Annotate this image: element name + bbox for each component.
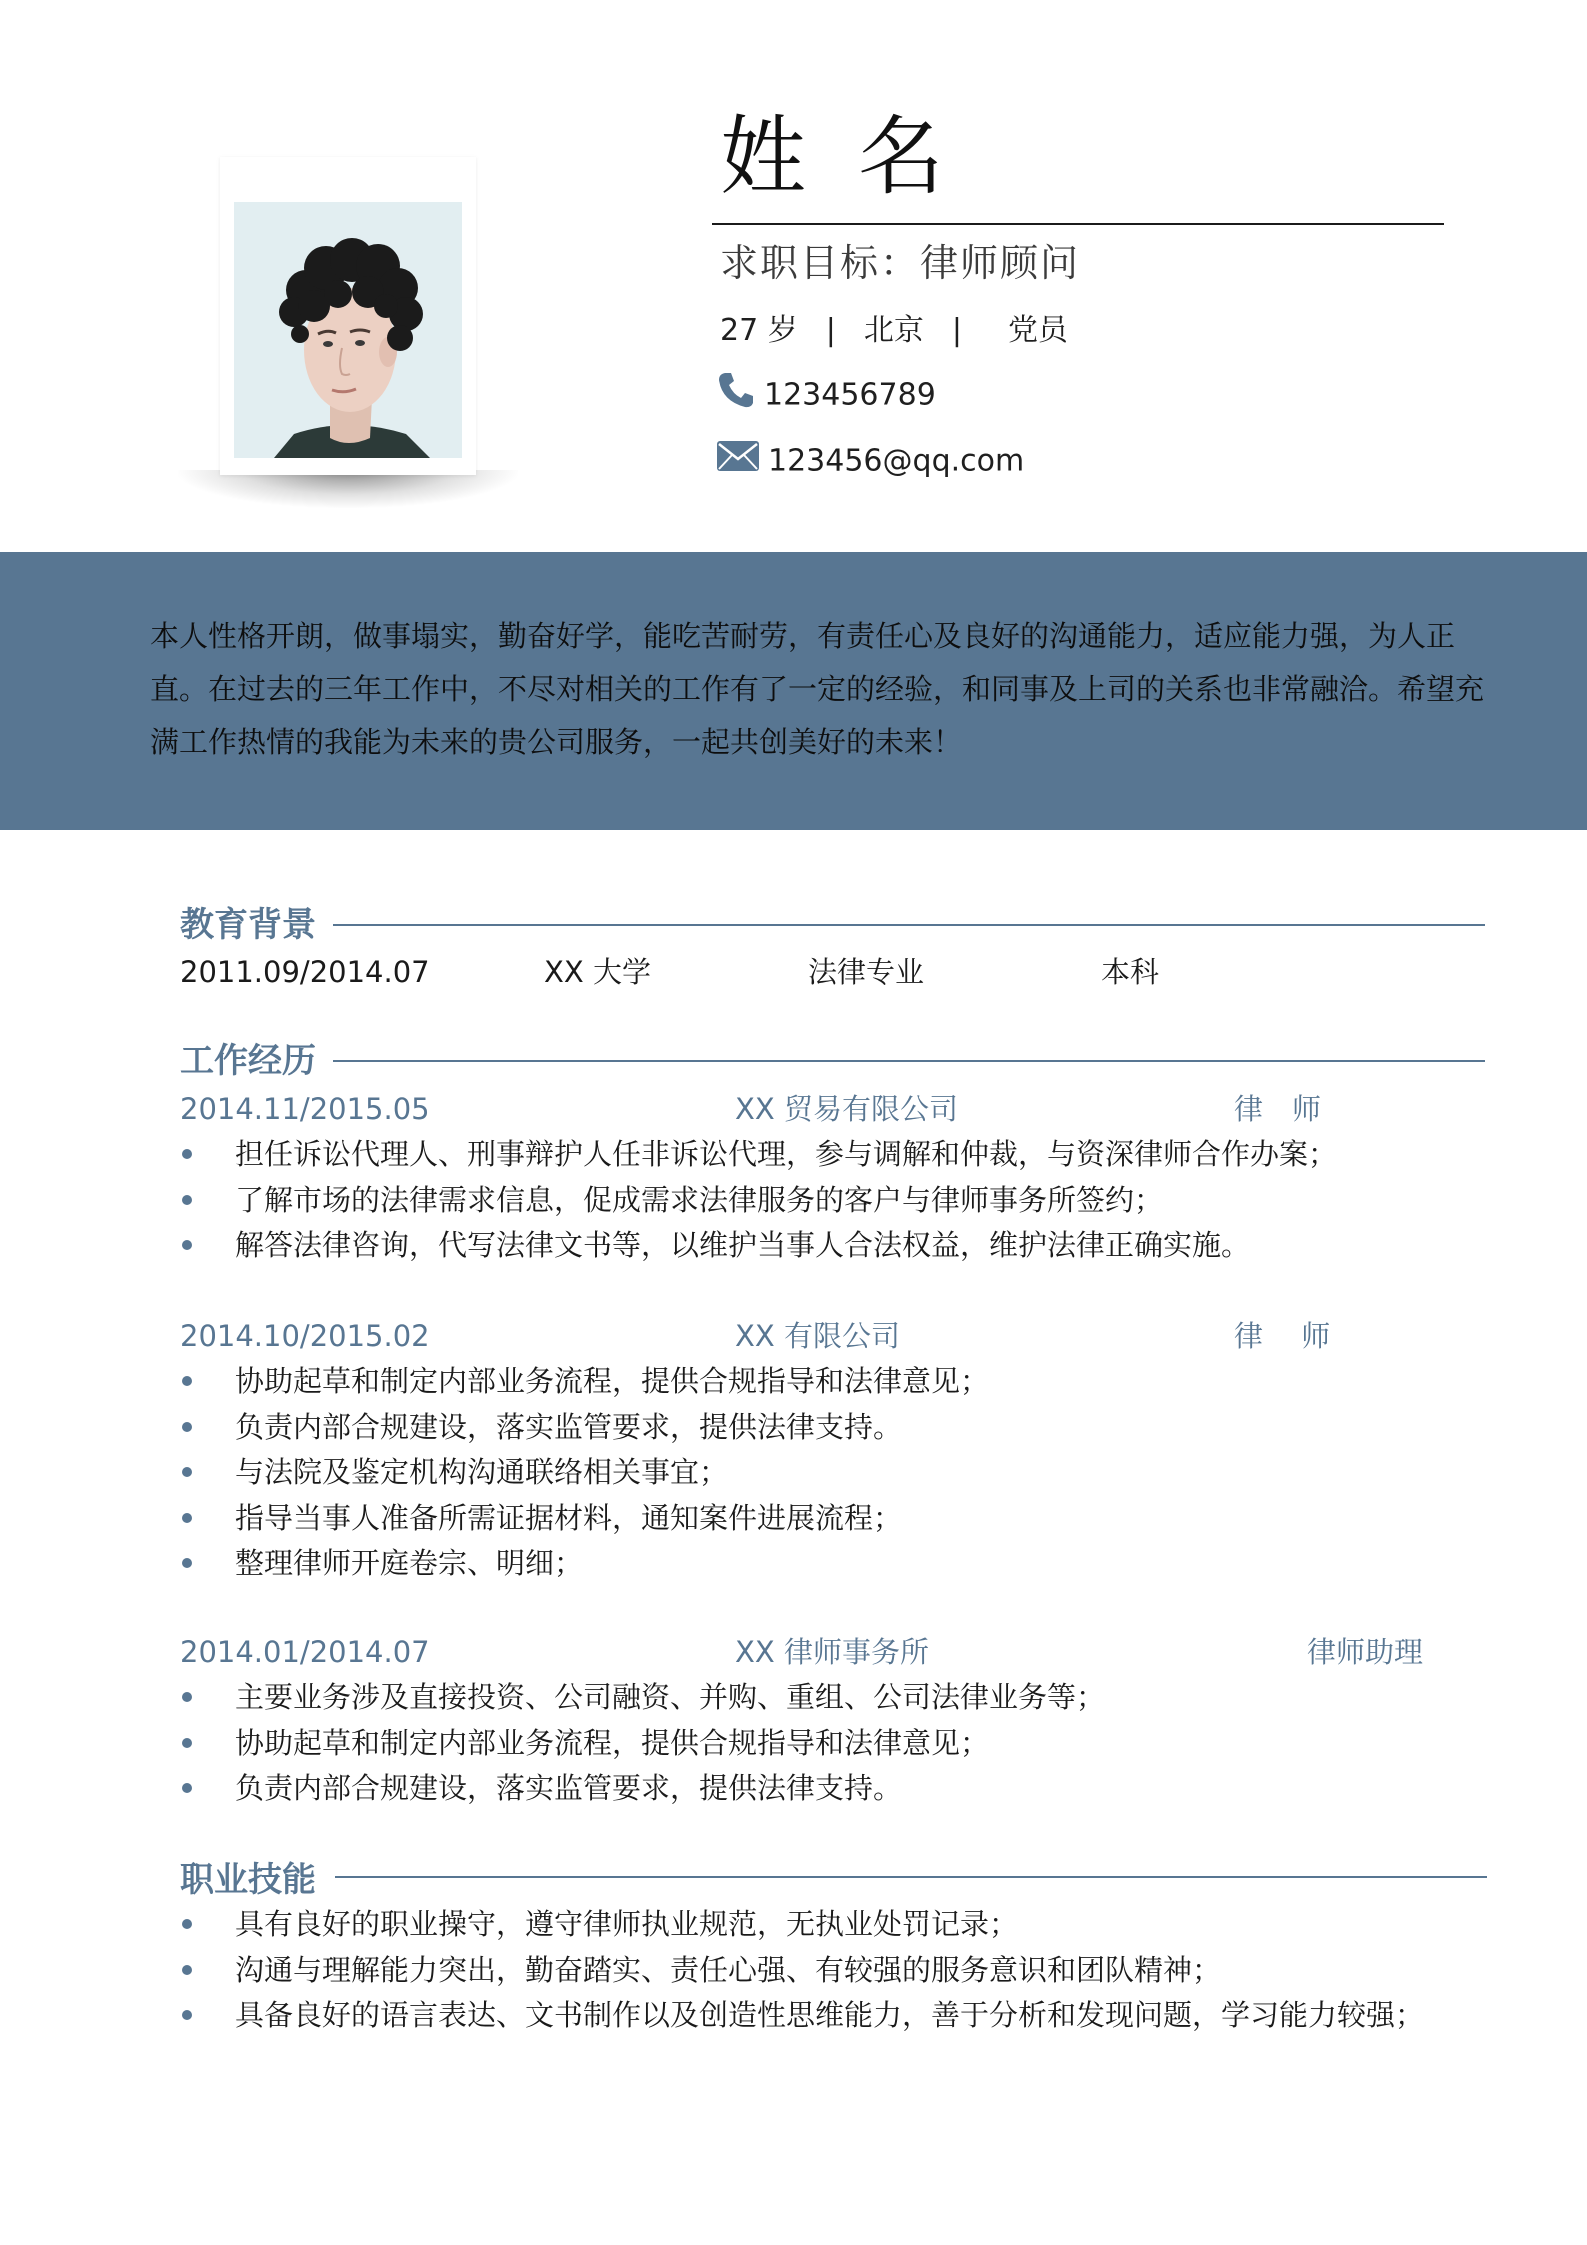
education-period: 2011.09/2014.07 [180,955,430,989]
job-company: XX 贸易有限公司 [735,1092,958,1126]
avatar-portrait [234,202,462,458]
job-role: 律 师 [1234,1319,1331,1353]
bullet-icon [182,1738,192,1748]
list-item: 指导当事人准备所需证据材料，通知案件进展流程； [182,1498,989,1544]
education-major: 法律专业 [808,955,925,989]
job-objective: 求职目标：律师顾问 [720,241,1081,285]
list-item: 协助起草和制定内部业务流程，提供合规指导和法律意见； [182,1361,989,1407]
bullet-icon [182,1513,192,1523]
list-item: 具备良好的语言表达、文书制作以及创造性思维能力，善于分析和发现问题，学习能力较强； [182,1995,1424,2041]
bullet-icon [182,2010,192,2020]
job-period: 2014.11/2015.05 [180,1092,430,1126]
phone-row [716,370,936,422]
bullet-icon [182,1467,192,1477]
bullet-icon [182,1692,192,1702]
name-divider [712,223,1444,225]
page-title: 姓名 [720,107,996,207]
job-company: XX 有限公司 [735,1319,900,1353]
education-degree: 本科 [1101,955,1160,989]
bullet-icon [182,1965,192,1975]
email-row [716,440,1024,484]
list-item: 具有良好的职业操守，遵守律师执业规范，无执业处罚记录； [182,1904,1424,1950]
job-duties [182,1361,989,1589]
list-item: 负责内部合规建设，落实监管要求，提供法律支持。 [182,1407,989,1453]
list-item: 主要业务涉及直接投资、公司融资、并购、重组、公司法律业务等； [182,1677,1105,1723]
job-duties [182,1134,1337,1271]
info-separator: | [951,313,962,348]
list-item: 沟通与理解能力突出，勤奋踏实、责任心强、有较强的服务意识和团队精神； [182,1950,1424,1996]
age: 27 岁 [720,313,798,348]
email-address: 123456@qq.com [768,443,1025,479]
job-role: 律师助理 [1307,1635,1424,1669]
list-item: 协助起草和制定内部业务流程，提供合规指导和法律意见； [182,1723,1105,1769]
political-status: 党员 [1007,313,1068,348]
list-item: 与法院及鉴定机构沟通联络相关事宜； [182,1452,989,1498]
bullet-icon [182,1919,192,1929]
self-introduction: 本人性格开朗，做事塌实，勤奋好学，能吃苦耐劳，有责任心及良好的沟通能力，适应能力强，为人正直。在过去的三年工作中，不尽对相关的工作有了一定的经验，和同事及上司的关系也非常融洽。希望充满工作热情的我能为未来的贵公司服务，一起共创美好的未来！ [150,619,1485,759]
job-period: 2014.10/2015.02 [180,1319,430,1353]
bullet-icon [182,1783,192,1793]
info-separator: | [825,313,836,348]
list-item: 整理律师开庭卷宗、明细； [182,1543,989,1589]
bullet-icon [182,1149,192,1159]
phone-icon [716,370,756,422]
list-item: 负责内部合规建设，落实监管要求，提供法律支持。 [182,1768,1105,1814]
job-period: 2014.01/2014.07 [180,1635,430,1669]
bullet-icon [182,1422,192,1432]
section-divider [333,1060,1485,1062]
job-role: 律 师 [1234,1092,1322,1126]
section-title-education: 教育背景 [180,905,316,945]
bullet-icon [182,1195,192,1205]
basic-info [720,310,1068,352]
list-item: 担任诉讼代理人、刑事辩护人任非诉讼代理，参与调解和仲裁，与资深律师合作办案； [182,1134,1337,1180]
avatar [234,202,462,458]
bullet-icon [182,1376,192,1386]
envelope-icon [716,440,760,484]
list-item: 解答法律咨询，代写法律文书等，以维护当事人合法权益，维护法律正确实施。 [182,1225,1337,1271]
photo-shadow [178,470,518,508]
list-item: 了解市场的法律需求信息，促成需求法律服务的客户与律师事务所签约； [182,1180,1337,1226]
city: 北京 [863,313,924,348]
education-school: XX 大学 [544,955,651,989]
section-title-skills: 职业技能 [180,1860,316,1900]
section-divider [333,924,1485,926]
section-divider [335,1876,1487,1878]
phone-number: 123456789 [764,377,936,413]
skills-list [182,1904,1424,2041]
job-company: XX 律师事务所 [735,1635,929,1669]
bullet-icon [182,1558,192,1568]
bullet-icon [182,1240,192,1250]
job-duties [182,1677,1105,1814]
section-title-work: 工作经历 [180,1041,316,1081]
